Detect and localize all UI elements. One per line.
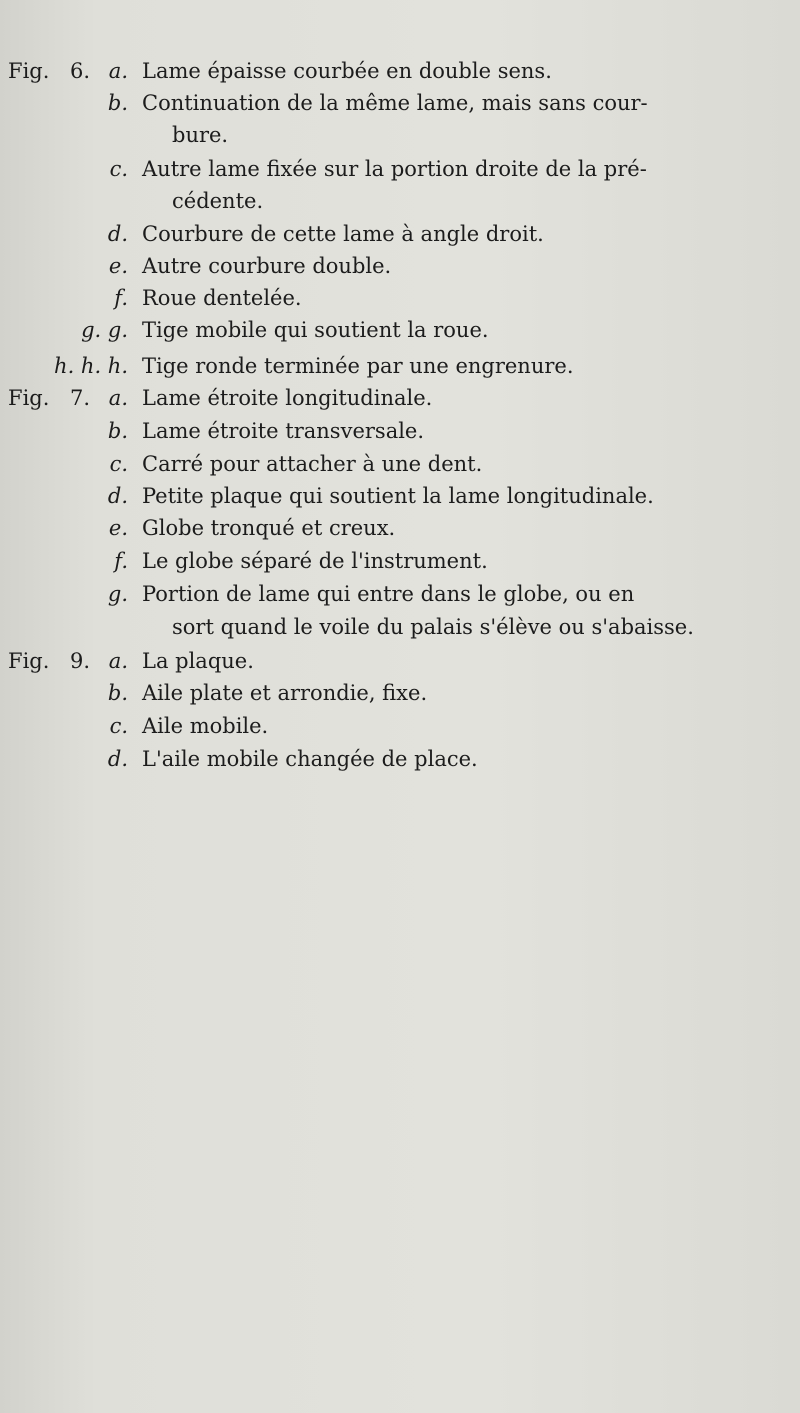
entry-row	[0, 382, 800, 415]
item-text: Globe tronqué et creux.	[142, 516, 396, 540]
entry-row	[0, 743, 800, 776]
item-text: Aile mobile.	[142, 714, 269, 738]
item-letter: e.	[108, 516, 128, 540]
entry-row	[0, 611, 800, 644]
entry-row	[0, 710, 800, 743]
item-letter: e.	[108, 254, 128, 278]
item-letter: a.	[108, 649, 128, 673]
fig-label: Fig.	[8, 649, 50, 673]
entry-row	[0, 218, 800, 251]
fig-label: Fig.	[8, 386, 50, 410]
fig-label: Fig.	[8, 59, 50, 83]
entry-row	[0, 87, 800, 120]
entry-row	[0, 350, 800, 383]
fig-number: 7.	[70, 386, 91, 410]
item-text: Autre lame fixée sur la portion droite de la pré-	[142, 157, 647, 181]
item-letter: d.	[107, 484, 128, 508]
item-text: Roue dentelée.	[142, 286, 302, 310]
item-text: Autre courbure double.	[142, 254, 392, 278]
item-letter: c.	[109, 714, 128, 738]
entry-row	[0, 645, 800, 678]
entry-row	[0, 578, 800, 611]
item-text: Portion de lame qui entre dans le globe, ou en	[142, 582, 635, 606]
item-continuation: bure.	[172, 123, 229, 147]
item-continuation: sort quand le voile du palais s'élève ou s'abaisse.	[172, 615, 694, 639]
item-text: Lame étroite longitudinale.	[142, 386, 433, 410]
item-letter: f.	[114, 286, 128, 310]
item-text: Lame étroite transversale.	[142, 419, 425, 443]
item-text: La plaque.	[142, 649, 254, 673]
item-letter: d.	[107, 222, 128, 246]
item-text: Lame épaisse courbée en double sens.	[142, 59, 552, 83]
item-text: Tige ronde terminée par une engrenure.	[142, 354, 574, 378]
item-letter: g.	[107, 582, 128, 606]
entry-row	[0, 677, 800, 710]
entry-row	[0, 448, 800, 481]
item-text: Aile plate et arrondie, fixe.	[142, 681, 428, 705]
item-letter: b.	[107, 681, 128, 705]
item-letter: b.	[107, 419, 128, 443]
entry-row	[0, 415, 800, 448]
item-text: Continuation de la même lame, mais sans cour-	[142, 91, 648, 115]
item-text: L'aile mobile changée de place.	[142, 747, 478, 771]
entry-row	[0, 480, 800, 513]
item-text: Petite plaque qui soutient la lame longitudinale.	[142, 484, 654, 508]
fig-number: 9.	[70, 649, 91, 673]
item-letter: c.	[109, 452, 128, 476]
entry-row	[0, 153, 800, 186]
entry-row	[0, 185, 800, 218]
item-letter: a.	[108, 386, 128, 410]
item-letter: c.	[109, 157, 128, 181]
entry-row	[0, 314, 800, 347]
item-text: Tige mobile qui soutient la roue.	[142, 318, 489, 342]
entry-row	[0, 250, 800, 283]
item-letter: d.	[107, 747, 128, 771]
entry-row	[0, 282, 800, 315]
item-text: Courbure de cette lame à angle droit.	[142, 222, 544, 246]
entry-row	[0, 119, 800, 152]
item-letter: b.	[107, 91, 128, 115]
entry-row	[0, 55, 800, 88]
item-letter: h. h. h.	[54, 354, 128, 378]
fig-number: 6.	[70, 59, 91, 83]
entry-row	[0, 512, 800, 545]
item-letter: f.	[114, 549, 128, 573]
item-continuation: cédente.	[172, 189, 264, 213]
item-letter: a.	[108, 59, 128, 83]
item-letter: g. g.	[81, 318, 128, 342]
entry-row	[0, 545, 800, 578]
item-text: Le globe séparé de l'instrument.	[142, 549, 488, 573]
item-text: Carré pour attacher à une dent.	[142, 452, 483, 476]
